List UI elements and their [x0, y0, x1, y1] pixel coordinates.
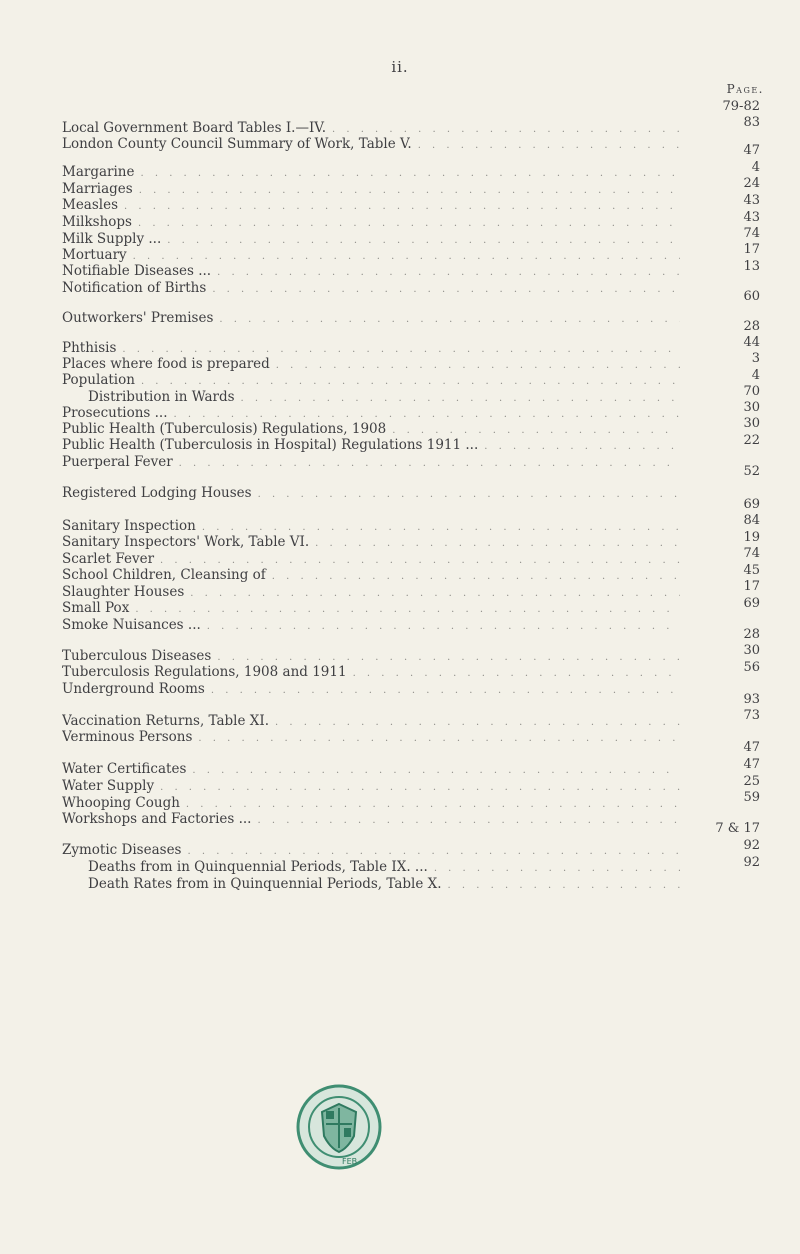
- entry-page: 22: [743, 433, 760, 448]
- entry-page: 47: [743, 143, 760, 158]
- index-entry: [62, 842, 680, 860]
- index-entry: [62, 197, 680, 215]
- entry-label: Population: [62, 372, 135, 388]
- entry-label: Slaughter Houses: [62, 584, 185, 600]
- entry-page: 7 & 17: [715, 821, 760, 836]
- entry-label: Tuberculous Diseases: [62, 648, 212, 664]
- index-entry: [62, 811, 680, 829]
- entry-label: London County Council Summary of Work, Table V.: [62, 136, 412, 152]
- entry-page: 60: [743, 289, 760, 304]
- entry-page: 70: [743, 384, 760, 399]
- entry-page: 47: [743, 740, 760, 755]
- index-entry: [62, 681, 680, 699]
- entry-page: 30: [743, 643, 760, 658]
- entry-label: Workshops and Factories ...: [62, 811, 252, 827]
- stamp-text: FEB: [342, 1157, 358, 1166]
- index-entry: [62, 263, 680, 281]
- entry-page: 24: [743, 176, 760, 191]
- entry-label: Phthisis: [62, 340, 117, 356]
- entry-page: 4: [751, 160, 760, 175]
- index-entry: [62, 664, 680, 682]
- entry-page: 28: [743, 319, 760, 334]
- entry-page: 93: [743, 692, 760, 707]
- page-number: ii.: [391, 58, 409, 76]
- entry-page: 84: [743, 513, 760, 528]
- index-entry: [62, 310, 680, 328]
- entry-label: Vaccination Returns, Table XI.: [62, 713, 270, 729]
- entry-label: Deaths from in Quinquennial Periods, Table IX. ...: [88, 859, 428, 875]
- entry-page: 74: [743, 546, 760, 561]
- entry-label: Distribution in Wards: [88, 389, 235, 405]
- entry-label: Puerperal Fever: [62, 454, 173, 470]
- index-entry: [62, 600, 680, 618]
- page-column-header: Page.: [726, 82, 764, 96]
- entry-label: Milk Supply ...: [62, 231, 162, 247]
- entry-page: 19: [743, 530, 760, 545]
- index-entry: [62, 534, 680, 552]
- entry-label: Whooping Cough: [62, 795, 180, 811]
- entry-label: Public Health (Tuberculosis) Regulations, 1908: [62, 421, 387, 437]
- entry-page: 92: [743, 855, 760, 870]
- index-entry: [62, 617, 680, 635]
- entry-label: Notifiable Diseases ...: [62, 263, 212, 279]
- entry-label: Zymotic Diseases: [62, 842, 182, 858]
- entry-page: 4: [751, 368, 760, 383]
- entry-label: Death Rates from in Quinquennial Periods, Table X.: [88, 876, 442, 892]
- entry-page: 3: [751, 351, 760, 366]
- index-entry: [62, 136, 680, 154]
- entry-label: Verminous Persons: [62, 729, 193, 745]
- entry-label: Local Government Board Tables I.—IV.: [62, 120, 326, 136]
- index-entry: [88, 859, 680, 877]
- entry-label: Small Pox: [62, 600, 130, 616]
- entry-label: Water Certificates: [62, 761, 187, 777]
- entry-page: 92: [743, 838, 760, 853]
- entry-page: 79-82: [722, 99, 760, 114]
- index-entry: [62, 437, 680, 455]
- entry-label: Tuberculosis Regulations, 1908 and 1911: [62, 664, 347, 680]
- entry-page: 45: [743, 563, 760, 578]
- entry-label: Registered Lodging Houses: [62, 485, 252, 501]
- entry-page: 30: [743, 416, 760, 431]
- entry-page: 28: [743, 627, 760, 642]
- index-entry: [62, 280, 680, 298]
- index-entry: [62, 214, 680, 232]
- entry-label: Places where food is prepared: [62, 356, 270, 372]
- entry-label: Sanitary Inspectors' Work, Table VI.: [62, 534, 310, 550]
- entry-page: 59: [743, 790, 760, 805]
- entry-label: Underground Rooms: [62, 681, 205, 697]
- index-entry: [62, 454, 680, 472]
- index-entry: [62, 485, 680, 503]
- entry-label: Notification of Births: [62, 280, 207, 296]
- entry-label: Margarine: [62, 164, 135, 180]
- entry-label: Smoke Nuisances ...: [62, 617, 201, 633]
- entry-label: Marriages: [62, 181, 133, 197]
- entry-page: 69: [743, 596, 760, 611]
- entry-page: 83: [743, 115, 760, 130]
- index-entry: [62, 164, 680, 182]
- entry-label: Outworkers' Premises: [62, 310, 214, 326]
- entry-label: Prosecutions ...: [62, 405, 168, 421]
- entry-page: 43: [743, 193, 760, 208]
- entry-page: 17: [743, 242, 760, 257]
- index-entry: [62, 761, 680, 779]
- entry-page: 52: [743, 464, 760, 479]
- entry-label: Scarlet Fever: [62, 551, 155, 567]
- index-entry: [62, 567, 680, 585]
- entry-page: 25: [743, 774, 760, 789]
- entry-label: Measles: [62, 197, 119, 213]
- index-entry: [62, 372, 680, 390]
- entry-page: 30: [743, 400, 760, 415]
- index-entry: [62, 778, 680, 796]
- entry-page: 73: [743, 708, 760, 723]
- entry-label: Public Health (Tuberculosis in Hospital) Regulations 1911 ...: [62, 437, 479, 453]
- entry-label: Water Supply: [62, 778, 155, 794]
- index-entry: [62, 729, 680, 747]
- entry-label: School Children, Cleansing of: [62, 567, 266, 583]
- library-stamp-icon: [296, 1084, 382, 1170]
- entry-page: 17: [743, 579, 760, 594]
- index-entry: [88, 876, 680, 894]
- entry-page: 74: [743, 226, 760, 241]
- entry-page: 56: [743, 660, 760, 675]
- entry-page: 43: [743, 210, 760, 225]
- entry-label: Mortuary: [62, 247, 127, 263]
- entry-label: Milkshops: [62, 214, 132, 230]
- entry-page: 47: [743, 757, 760, 772]
- entry-label: Sanitary Inspection: [62, 518, 196, 534]
- entry-page: 69: [743, 497, 760, 512]
- entry-page: 44: [743, 335, 760, 350]
- entry-page: 13: [743, 259, 760, 274]
